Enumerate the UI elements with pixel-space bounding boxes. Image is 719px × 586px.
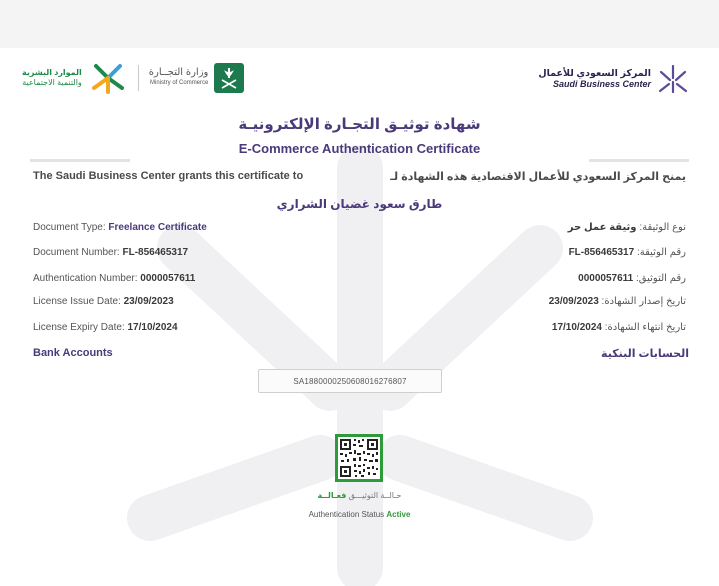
document-type-value: Freelance Certificate xyxy=(108,222,207,233)
issue-date-value: 23/09/2023 xyxy=(123,296,174,307)
hr-ministry-emblem-icon xyxy=(88,62,128,94)
issue-date-row-en xyxy=(33,296,174,307)
expiry-date-value-ar: 17/10/2024 xyxy=(551,322,602,333)
document-number-label: Document Number: xyxy=(33,247,120,258)
bank-accounts-heading-en: Bank Accounts xyxy=(33,347,113,359)
auth-status-label-ar: حـالــة التوثيـــق xyxy=(348,491,402,500)
auth-status-value: Active xyxy=(386,510,411,519)
expiry-date-label: License Expiry Date: xyxy=(33,322,125,333)
divider-right xyxy=(589,159,689,162)
auth-status-value-ar: فعـالــة xyxy=(317,491,347,500)
sbc-name-en: Saudi Business Center xyxy=(552,79,651,89)
title-english: E-Commerce Authentication Certificate xyxy=(238,141,481,156)
document-type-label: Document Type: xyxy=(33,222,106,233)
document-type-value-ar: وثيقة عمل حر xyxy=(567,222,637,233)
auth-number-label-ar: رقم التوثيق: xyxy=(636,273,686,284)
issue-date-label: License Issue Date: xyxy=(33,296,121,307)
document-type-row-en xyxy=(33,222,207,233)
issue-date-value-ar: 23/09/2023 xyxy=(548,296,599,307)
auth-number-value: 0000057611 xyxy=(140,273,196,284)
auth-status-ar xyxy=(0,491,719,500)
bank-accounts-heading-ar: الحسابات البنكية xyxy=(601,348,689,360)
expiry-date-row-en xyxy=(33,322,178,333)
document-number-row-ar xyxy=(569,247,686,258)
issue-date-label-ar: تاريخ إصدار الشهادة: xyxy=(601,296,686,307)
document-number-value: FL-856465317 xyxy=(122,247,189,258)
document-type-row-ar xyxy=(568,222,686,233)
issue-date-row-ar xyxy=(549,296,686,307)
divider-left xyxy=(30,159,130,162)
grant-statement-ar: يمنح المركز السعودي للأعمال الاقتصادية هذه الشهادة لـ xyxy=(390,171,686,183)
iban-value: SA1880000250608016276807 xyxy=(293,376,407,386)
auth-number-label: Authentication Number: xyxy=(33,273,138,284)
saudi-emblem-icon xyxy=(214,63,244,93)
title-arabic: شهادة توثيـق التجـارة الإلكترونيـة xyxy=(238,116,481,133)
expiry-date-value: 17/10/2024 xyxy=(127,322,178,333)
auth-number-value-ar: 0000057611 xyxy=(578,273,634,284)
document-number-label-ar: رقم الوثيقة: xyxy=(636,247,686,258)
auth-number-row-en xyxy=(33,273,195,284)
logo-divider xyxy=(138,65,139,91)
grant-statement-en: The Saudi Business Center grants this certificate to xyxy=(33,170,304,182)
iban-field[interactable] xyxy=(258,369,442,393)
qr-code[interactable] xyxy=(335,434,383,482)
certificate-page xyxy=(0,48,719,586)
sbc-emblem-icon xyxy=(657,64,689,94)
auth-status-label: Authentication Status xyxy=(308,510,385,519)
hr-ministry-ar-line1: الموارد البشرية xyxy=(22,68,82,77)
moc-name-ar: وزارة التجــارة xyxy=(148,67,209,78)
certificate-holder-name: طارق سعود غضيان الشراري xyxy=(276,197,443,211)
ministry-logos xyxy=(22,62,244,94)
moc-name-en: Ministry of Commerce xyxy=(150,80,209,86)
hr-ministry-ar-line2: والتنمية الاجتماعية xyxy=(22,78,82,87)
expiry-date-row-ar xyxy=(552,322,686,333)
document-type-label-ar: نوع الوثيقة: xyxy=(639,222,686,233)
expiry-date-label-ar: تاريخ انتهاء الشهادة: xyxy=(604,322,686,333)
auth-status-en xyxy=(0,510,719,519)
document-number-row-en xyxy=(33,247,188,258)
document-number-value-ar: FL-856465317 xyxy=(568,247,635,258)
auth-number-row-ar xyxy=(578,273,686,284)
sbc-logo xyxy=(538,64,689,94)
sbc-name-ar: المركز السعودي للأعمال xyxy=(538,68,651,79)
